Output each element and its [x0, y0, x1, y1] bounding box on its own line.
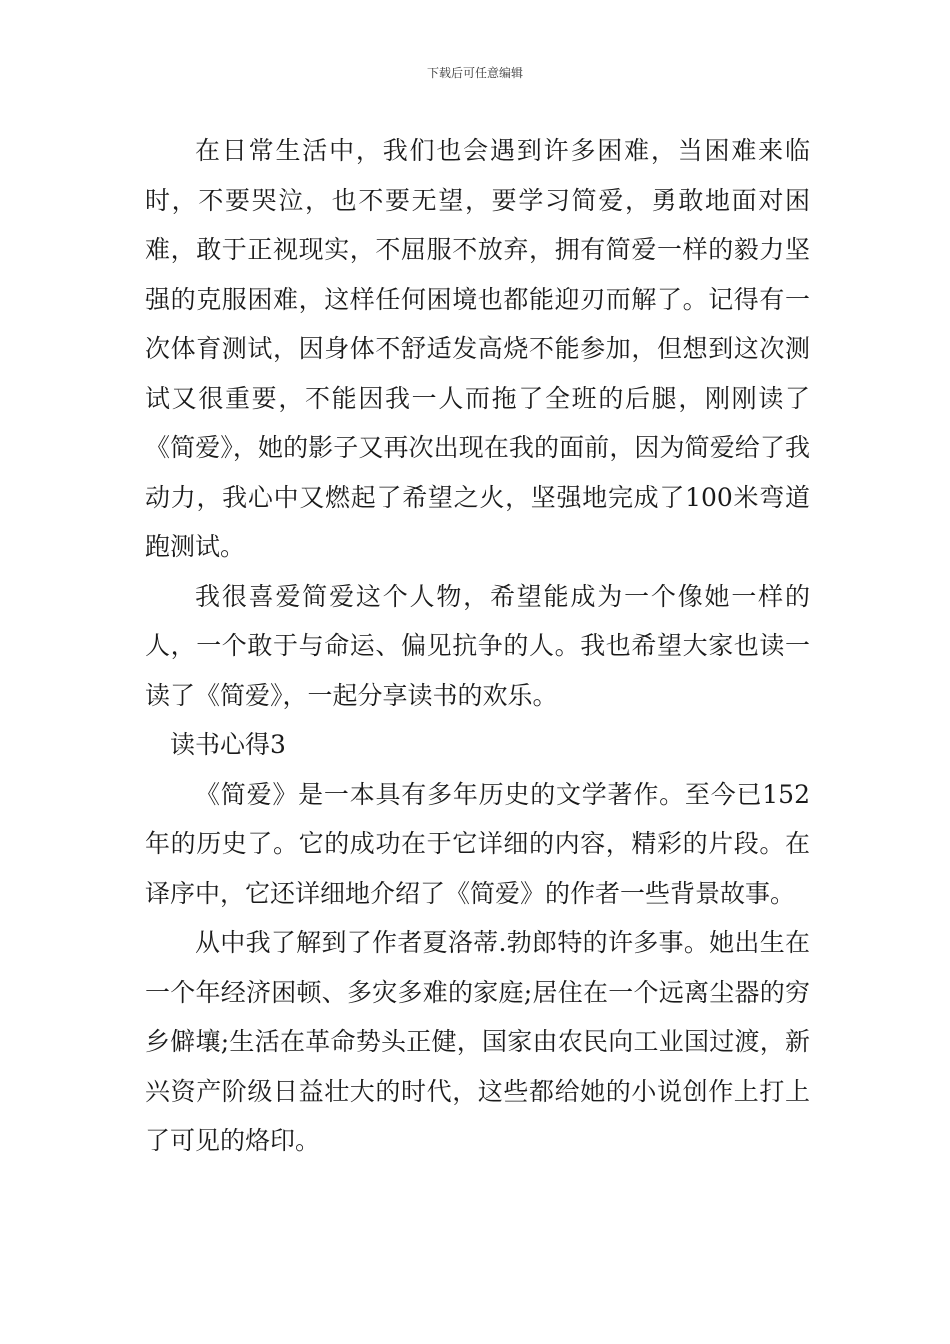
paragraph-book-intro: 《简爱》是一本具有多年历史的文学著作。至今已152年的历史了。它的成功在于它详细的内容，精彩的片段。在译序中，它还详细地介绍了《简爱》的作者一些背景故事。 — [145, 779, 810, 908]
section-heading: 读书心得3 — [170, 730, 286, 759]
paragraph-difficulties: 在日常生活中，我们也会遇到许多困难，当困难来临时，不要哭泣，也不要无望，要学习简爱，勇敢地面对困难，敢于正视现实，不屈服不放弃，拥有简爱一样的毅力坚强的克服困难，这样任何困境也都能迎刃而解了。记得有一次体育测试，因身体不舒适发高烧不能参加，但想到这次测试又很重要，不能因我一人而拖了全班的后腿，刚刚读了《简爱》，她的影子又再次出现在我的面前，因为简爱给了我动力，我心中又燃起了希望之火，坚强地完成了100米弯道跑测试。 — [145, 136, 810, 561]
document-body — [145, 126, 810, 1166]
page-header: 下载后可任意编辑 — [426, 66, 523, 80]
paragraph-admiration: 我很喜爱简爱这个人物，希望能成为一个像她一样的人，一个敢于与命运、偏见抗争的人。我也希望大家也读一读了《简爱》，一起分享读书的欢乐。 — [145, 581, 810, 710]
paragraph-author-background: 从中我了解到了作者夏洛蒂.勃郎特的许多事。她出生在一个年经济困顿、多灾多难的家庭;居住在一个远离尘器的穷乡僻壤;生活在革命势头正健，国家由农民向工业国过渡，新兴资产阶级日益壮大的时代，这些都给她的小说创作上打上了可见的烙印。 — [145, 928, 810, 1155]
